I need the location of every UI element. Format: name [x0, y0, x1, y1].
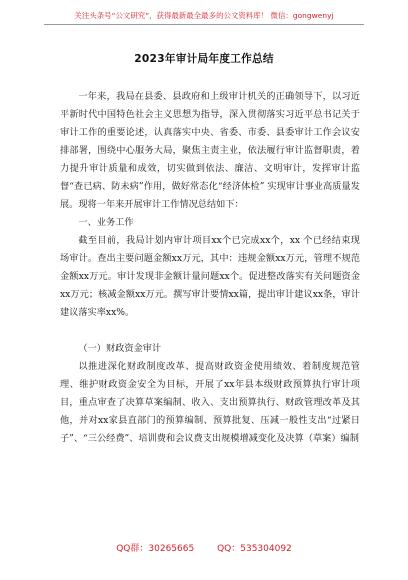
footer-qq-group: QQ群：30265665	[116, 544, 195, 554]
section-heading-business: 一、业务工作	[78, 217, 134, 228]
footer-qq: QQ：535304092	[217, 544, 292, 554]
section-paragraph-business: 截至目前，我局计划内审计项目xx个已完成xx个，xx 个已经结束现场审计。查出主要问题金额xx万元，其中：违规金额xx万元，管理不规范金额xx万元。审计发现非金额计量问题xx个。促进整改落实有关问题资金xx万元；核减金额xx万元。撰写审计要情xx篇，提出审计建议xx条，审计建议落实率xx%。	[60, 235, 360, 318]
subsection-heading-finance: （一）财政资金审计	[78, 343, 162, 354]
footer-contact	[0, 541, 408, 554]
header-banner	[44, 10, 364, 25]
document-body	[60, 88, 360, 448]
paragraph-gap	[60, 322, 360, 340]
document-title: 2023年审计局年度工作总结	[134, 53, 274, 65]
subsection-paragraph-finance: 以推进深化财政制度改革、提高财政资金使用绩效、着制度规范管理、维护财政资金安全为目标，开展了xx年县本级财政预算执行审计项目，重点审查了决算草案编制、收入、支出预算执行、财政管理改革及其他，并对xx家县直部门的预算编制、预算批复、压减一般性支出“过紧日子”、“三公经费”、培训费和会议费支出规模增减变化及决算（草案）编制	[60, 361, 360, 444]
header-ad-text: 关注头条号“公文研究”，获得最新最全最多的公文资料库！ 微信：gongwenyj	[74, 11, 334, 20]
intro-paragraph: 一年来，我局在县委、县政府和上级审计机关的正确领导下，以习近平新时代中国特色社会主义思想为指导，深入贯彻落实习近平总书记关于审计工作的重要论述，认真落实中央、省委、市委、县委审计工作会议安排部署，围绕中心服务大局，聚焦主责主业，依法履行审计监督职责，着力提升审计质量和成效，切实做到依法、廉洁、文明审计，发挥审计监督“查已病、防未病”作用，做好常态化“经济体检” 实现审计事业高质量发展。现将一年来开展审计工作情况总结如下：	[60, 91, 360, 210]
